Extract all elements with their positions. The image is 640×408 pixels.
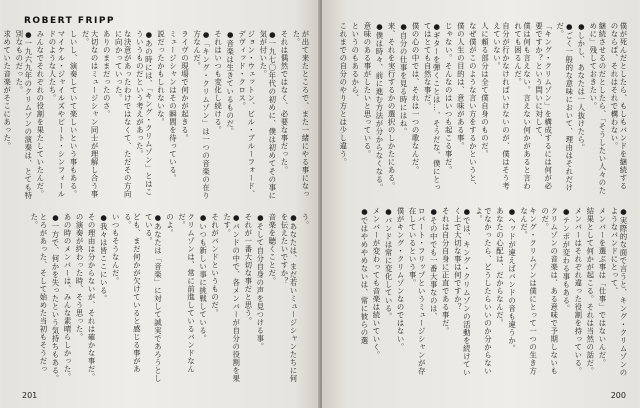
text-column: 大切なのはミュージシャン同士が理解し合う事だ。 (81, 30, 100, 198)
text-column: というのもあるから、 (350, 22, 360, 102)
text-column: 僕がキング・クリムゾンなのではない。 (396, 207, 406, 352)
left-page-tiers (2, 30, 310, 385)
text-column: ●一九六九年のクリムゾンの演奏は、とても特別なものだった。 (14, 30, 33, 200)
text-column: マイケル・ジャイルズやピート・シンフィールドのような人たち。 (47, 30, 66, 198)
text-column: 継続させるのだとしたら、「そうしたい人々のために」残しておきたい。 (588, 22, 607, 195)
text-column: じゃない。そんなのはいつも起こる事だ。 (444, 22, 454, 174)
text-column: 求めていた音楽がそこにあった。 (2, 30, 12, 150)
text-column: ●一九七〇年代の初めに、僕は初めてその事に気が付いた。 (258, 30, 277, 200)
text-column: が出て来たところで、また一緒にやる事になった。 (291, 30, 310, 198)
text-column: ライヴの現場で何かが起きる。 (180, 30, 190, 142)
text-column: それは自分自身に正直である事だ。 (441, 207, 451, 336)
text-column: ●バンドの中で、各メンバーが自分の役割を果たす。 (222, 212, 241, 383)
text-column: ●ヘッドが違えばバンドの音も違うか。 (507, 207, 517, 354)
text-column: のよ。 (165, 212, 175, 237)
text-column: ●我々は皆ここにいる。 (99, 212, 109, 303)
page-number-left: 201 (22, 391, 38, 400)
text-column: ●あの時には、「キング・クリムゾン」とはこういうものだという考えがあった。 (135, 30, 154, 196)
text-column: ミュージシャンはその瞬間を待っている。 (168, 30, 178, 182)
right-page-text (332, 22, 628, 382)
right-page-upper-band (332, 22, 628, 197)
text-column: ●あなたは「音楽」に対して誠実であろうとしている。 (144, 212, 163, 383)
text-column: 自分が行かなければいけないのが、僕はそう考えていない。 (492, 22, 511, 190)
text-column: 僕が死んだとしたら、もしもバンドを継続するのならば、それはそれで構わない。 (609, 22, 628, 190)
text-column: ども、まだ何かが欠けていると感じる事がある。 (123, 212, 142, 373)
text-column: う。 (301, 212, 310, 229)
text-column: ●いつも新しい事に挑戦している。 (198, 212, 208, 343)
text-column: ●そして自分自身の声を見つける事。 (255, 212, 265, 351)
text-column: とろがあった、そして始めた当初もそうだった。 (29, 212, 48, 373)
text-column: の演奏が終わった時、そう思った。 (75, 212, 85, 341)
text-column: 「キング・クリムゾン」を構成するには何が必要ですか？という問いに対して、 (534, 22, 553, 190)
text-column: 来、それを実行するかの選択のしかたにある。 (387, 22, 397, 190)
text-column: ●あなたは、まだ若いミュージシャンたちに何を伝えたいですか？ (279, 212, 298, 383)
text-column: ●ごく一般的な意味において、理由はそれだけだ。 (555, 22, 574, 192)
text-column: これまでの自分のやり方とは少し違う。 (338, 22, 348, 166)
text-column: ●では、キング・クリムゾンの活動を続けていく上で大切な事は何ですか？ (453, 207, 472, 378)
text-column: クリムゾンの音楽は、ある意味で予期しないものだ。 (540, 207, 559, 376)
left-page-lower-band (14, 213, 310, 385)
text-column: ●バンドは常に変化している。 (384, 207, 394, 322)
text-column: それがバンドというものだ。 (210, 212, 220, 317)
text-column: あなたの心配は、だからなんだ。 (495, 207, 505, 328)
right-page-lower-band (332, 207, 628, 382)
text-column: ロバート・フリップというミュージシャンが存在しているという事。 (408, 207, 427, 376)
text-column: ●その中でも一番大事なのは、 (429, 207, 439, 322)
text-column: キング・クリムゾンは僕にとって一つの生き方なんだ。 (519, 207, 538, 376)
page-number-right: 200 (610, 391, 626, 400)
text-column: クリムゾンは、常に前進しているバンドなんだ。 (177, 212, 196, 373)
text-column: ●僕は時々、前に進む方法が分からなくなる。 (374, 22, 384, 192)
text-column: ●「キング・クリムゾン」は一つの音楽の在り方なんだ。 (192, 30, 211, 200)
text-column: それはいつも変化し続ける。 (213, 30, 223, 134)
left-page (2, 0, 320, 408)
text-column: ありのままだったのさ。 (102, 30, 112, 118)
text-column: しいし、演奏していて楽しいという事もある。 (69, 30, 79, 198)
text-column: 結果として何かが起こる。それは当然の話だ。 (585, 207, 595, 376)
text-column: メンバーが変わっても音楽は続いていく。 (371, 207, 381, 360)
text-column: それが一番大切な事だと思う。 (243, 212, 253, 325)
text-column: ●実際的な面で言うと、キング・クリムゾンのようなバンドにとって、 (609, 207, 628, 378)
left-page-upper-band (2, 30, 310, 202)
text-column: メンバーはそれぞれ違った役割を持っている。 (573, 207, 583, 376)
text-column: ●音楽は生きているものだ。 (225, 30, 235, 136)
text-column: 僕の人生の目的は、意味がある事。 (456, 22, 466, 150)
text-column: みんなでそれぞれの役割を果たしていたんだ。 (35, 30, 45, 198)
text-column: その理由は分からないが、それは確かな事だ。 (87, 212, 97, 381)
running-head: ROBERT FRIPP (24, 16, 116, 26)
text-column: ●テンポが変わる事もある。 (561, 207, 571, 314)
text-column: でなかったら、どうしたらいいのか分からないよ。 (474, 207, 493, 376)
text-column: ●ギターを弾くことは…、そうだな、僕にとってはとても自然な事だ。 (423, 22, 442, 192)
right-page-tiers (332, 22, 628, 382)
text-column: ジョン・ウェットン、ビル・ブルーフォード、デヴィッド・クロス。 (237, 30, 256, 198)
left-page-text (2, 30, 310, 385)
text-column: ●自分の仕事を見る時にはね。 (399, 22, 409, 136)
text-column: 音楽を聴くことだ。 (267, 212, 277, 285)
text-column: なぜ僕がこのような言い方をするかというと、 (468, 22, 478, 190)
text-column: あの時のメンバーは、みんな素晴らしかった。 (63, 212, 73, 381)
text-column: 僕の心の中では、それは一つの歌なんだ。 (411, 22, 421, 174)
right-page (322, 0, 638, 408)
text-column: ●一方で、何かを失ったという気持ちもある。 (50, 212, 60, 383)
text-column: 僕は何も言えない。言えない何かがあると言われても困るんだ。 (513, 22, 532, 190)
text-column: 説だったかもしれないな。 (156, 30, 166, 126)
text-column: な決意があったわけではなくて、ただその方向に向かっていった。 (114, 30, 133, 198)
text-column: それは偶然ではなく、必要な事だった。 (279, 30, 289, 174)
text-column: ●ではやめやめないは、常に彼らの選 (359, 207, 369, 346)
text-column: 人に頼る部分は全て僕自身のものだ。 (480, 22, 490, 158)
text-column: ●しかし、あなたは一人抜けたら。 (576, 22, 586, 152)
text-column: 意味のある事がしたいと思っている。 (362, 22, 372, 158)
text-column: いつもそうなんだ。 (111, 212, 121, 285)
text-column: メンバーを選ぶ事は「仕事」ではないんだ。 (597, 207, 607, 368)
